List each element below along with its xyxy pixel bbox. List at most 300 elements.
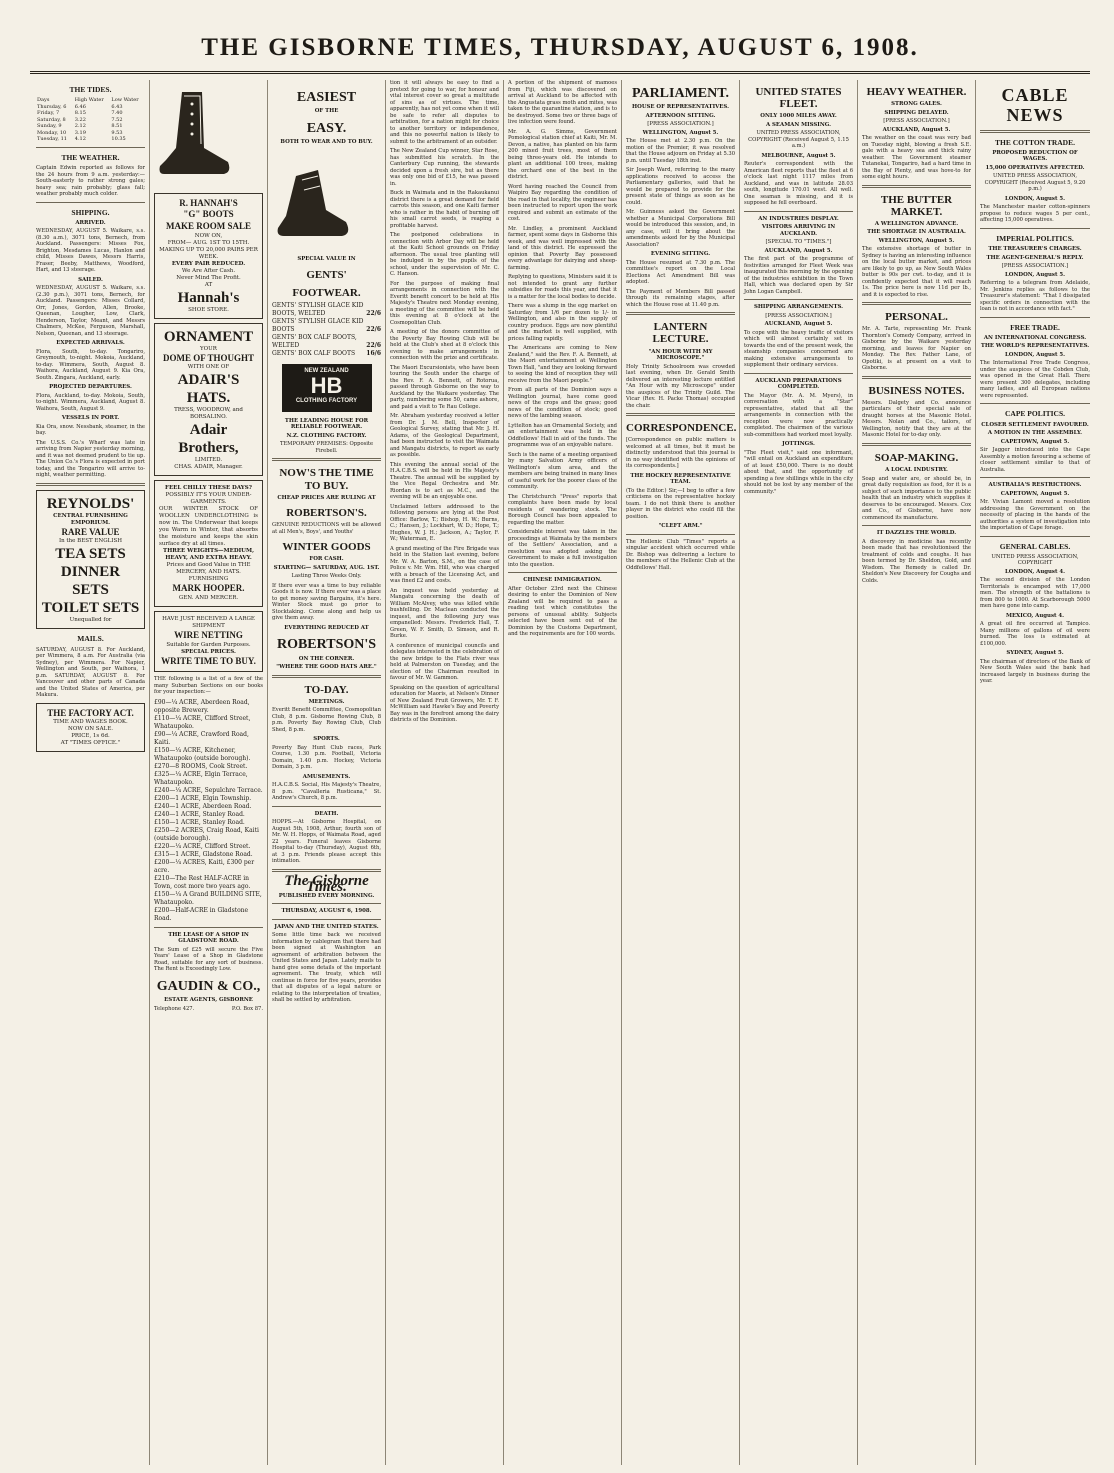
adair-advert [154,323,263,477]
article-text: Mr. Lindley, a prominent Auckland farmer, spent some days in Gisborne this week, and was well impressed with the land of this district. He expressed the opinion that Poverty Bay possessed every advantage for dairying and sheep-farming. [508,225,617,271]
business-heading: BUSINESS NOTES. [868,384,965,397]
heavy-weather-date: AUCKLAND, August 5. [882,126,951,133]
divider [626,413,735,416]
parliament-heading: PARLIAMENT. [631,86,730,101]
article-text: Considerable interest was taken in the proceedings at Waimata by the members of the Settlers' Association, and a resolution was adopted asking the Government to make a full investigation into the question. [508,529,617,568]
footwear-price: 22/6 [366,341,381,349]
column-2 [150,80,268,1465]
cape-date: CAPETOWN, August 5. [1000,438,1070,445]
leading-house: THE LEADING HOUSE FOR RELIABLE FOOTWEAR. [284,417,369,431]
article-text: Mr. Abraham yesterday received a letter from Dr. J. M. Bell, Inspector of Geological Survey, stating that Mr. J. H. Adams, of the Geological Department, had been instructed to visit the Waimata and Mangatu districts, to report as early as possible. [390,413,499,458]
footwear-price: 22/6 [366,325,381,333]
amusements-text: H.A.C.B.S. Social, His Majesty's Theatre, 8 p.m. "Cavalleria Rusticana," St. Andrew's Church, 8 p.m. [272,782,381,802]
newspaper-columns [32,80,1094,1465]
list-intro: THE following is a list of a few of the many Suburban Sections on our books for your inspection:— [154,676,263,696]
divider [154,927,263,928]
afternoon-sitting: AFTERNOON SITTING. [645,112,716,119]
jottings-text: "The Fleet visit," said one informant, "will entail on Auckland an expenditure of at least £50,000. There is no doubt about that, and the opportunity of spending a few shillings while in the city should not be lost by any member of the community." [744,449,853,495]
article-text: The Maori Excursionists, who have been touring the South under the charge of the Rev. F. A. Bennett, of Rotorua, passed through Gisborne on the way to Auckland by the Waikare yesterday. The party, numbering some 50, came ashore, and paid a visit to Te Rau College. [390,364,499,410]
industries-sub: VISITORS ARRIVING IN AUCKLAND. [761,224,836,237]
port-body: The U.S.S. Co.'s Wharf was late in arriving from Napier yesterday morning, and it was not deemed prudent to tie up. The Union Co.'s Flora is expected in port today, and the Tongariro will arrive to-night, weather permitting. [36,439,145,479]
property-item: £200—Half-ACRE in Gladstone Road. [154,906,249,922]
sailed-heading: SAILED. [78,276,103,283]
never-mind: Never Mind The Profit. [176,274,241,281]
hooper: MARK HOOPER. [172,583,245,594]
divider [626,312,735,315]
soap-sub: A LOCAL INDUSTRY. [885,467,948,474]
published-daily: PUBLISHED EVERY MORNING. [278,892,375,899]
property-item: £325—¼ ACRE, Elgin Terrace, Whataupoko. [154,770,248,786]
arrived-heading: ARRIVED. [75,219,106,226]
mexico-text: A great oil fire occurred at Tampico. Many millions of gallons of oil were burned. The loss is estimated at £100,000. [980,621,1090,647]
free-trade-sub: AN INTERNATIONAL CONGRESS. [983,334,1087,341]
footwear-price-item [272,302,381,318]
butter-sub: A WELLINGTON ADVANCE. [874,220,959,227]
cheap-prices: CHEAP PRICES ARE RULING AT [277,494,376,501]
mexico-date: MEXICO, August 4. [1005,612,1065,619]
making-up: MAKING UP TO 20,000 PAIRS PER WEEK. [159,246,258,260]
footwear-name: GENTS' STYLISH GLACE KID BOOTS, WELTED [272,301,364,317]
lantern-heading: LANTERN LECTURE. [652,321,709,346]
butter-text: The extensive shortage of butter in Sydney is having an interesting influence on the local butter market, and prices are likely to go up, as New South Wales butter is 90s per cwt. to-day, and it is confidently expected that it will reach 1s. The price here is now 11d per lb., and it is expected to rise. [862,246,971,298]
hannah-g-boots: "G" BOOTS [183,209,234,220]
tides-cell: Saturday, 8 [37,116,66,123]
shipping-press: [PRESS ASSOCIATION.] [765,312,832,319]
cotton-heading: THE COTTON TRADE. [995,137,1075,147]
cable-news-heading: CABLE NEWS [1001,85,1069,125]
footwear-name: GENTS' STYLISH GLACE KID BOOTS [272,317,364,333]
on-the-corner: ON THE CORNER. [298,655,355,662]
property-item: £315—1 ACRE, Gladstone Road. [154,850,253,858]
chinese-heading: CHINESE IMMIGRATION. [523,577,602,583]
property-item: £210—The Rest HALF-ACRE in Town, cost more two years ago. [154,874,251,890]
free-trade-sub2: THE WORLD'S REPRESENTATIVES. [980,343,1090,350]
article-text: Sir Joseph Ward, referring to the many applications received to access the Parliamentary galleries, said that he would be prepared to provide for the present state of things as soon as he could. [626,167,735,206]
hannah-advert [154,193,263,319]
of-the: OF THE [314,108,339,115]
furnishing: FURNISHING [188,576,229,583]
divider [272,869,381,872]
tides-header-cell: Low Water [111,97,139,104]
expected-text: Flora, South, to-day. Tongariro, Greymouth, to-night. Mokoia, Auckland, to-day. Wimmera, South, August 8. Waihora, Auckland, August 9. Kia Ora, South. Zingara, Auckland, early. [36,348,145,381]
hockey-heading: THE HOCKEY REPRESENTATIVE TEAM. [630,472,731,486]
divider [862,185,971,188]
article-text: Replying to questions, Ministers said it is not intended to grant any further subsidies for roads this year, and that it is a matter for the local bodies to decide. [508,274,617,300]
divider [744,211,853,212]
special-value: SPECIAL VALUE IN [297,256,356,263]
tides-cell: 8.15 [74,110,86,117]
lasting: Lasting Three Weeks Only. [291,573,362,580]
your: YOUR [200,345,217,352]
divider [980,228,1090,229]
tides-cell: 3.19 [74,129,86,136]
tea-sets: TEA SETS [55,546,126,563]
sports-text: Poverty Bay Hunt Club races, Park Course, 1.30 p.m. Football, Victoria Domain, 1.40 p.m. Hockey, Victoria Domain, 3 p.m. [272,744,381,771]
property-item: £150—1 ACRE, Stanley Road. [154,818,245,826]
tides-header-cell: Days [37,97,50,104]
editorial-date: THURSDAY, AUGUST 6, 1908. [281,908,372,915]
heavy-weather-text: The weather on the coast was very bad on Tuesday night, blowing a fresh S.E. gale with a heavy sea and thick rainy weather. The Government steamer Tutanekai, Tongariro, had a hard time in the Bay of Plenty, and was hove-to for some eight hours. [862,135,971,181]
general-date: LONDON, August 4. [1005,568,1065,575]
industries-date: AUCKLAND, August 5. [764,247,833,254]
dazzles-heading: IT DAZZLES THE WORLD. [876,530,957,537]
restrictions-heading: AUSTRALIA'S RESTRICTIONS. [988,482,1082,489]
fleet-text: Reuter's correspondent with the American fleet reports that the fleet at 6 o'clock last night 1117 miles from Auckland, and was in latitude 28.03 south, longitude 170.01 west. All well. One seaman is missing, and it is supposed he fell overboard. [744,161,853,207]
article-text: A meeting of the donors committee of the Poverty Bay Rowing Club will be held at the Club's shed at 8 o'clock this evening to make arrangements in connection with the prize and certificate. [390,329,499,361]
tides-cell: 8.51 [111,123,123,130]
projected-heading: PROJECTED DEPARTURES. [49,384,132,391]
article-text: There was a slump in the egg market on Saturday from 1/6 per dozen to 1/- in Wellington, and also in the supply of country produce. Eggs are now plentiful and the market is well supplied, with prices falling rapidly. [508,303,617,342]
reynolds-title: REYNOLDS' [46,495,135,512]
column-7 [740,80,858,1465]
divider [980,317,1090,318]
special-prices: SPECIAL PRICES. [181,648,236,655]
robertsons: ROBERTSON'S. [286,507,367,520]
article-text: The Payment of Members Bill passed through its remaining stages, after which the House rose at 11.40 p.m. [626,288,735,308]
meetings-text: Everitt Benefit Committee, Cosmopolitan Club, 8 p.m. Gisborne Rowing Club, 8 p.m. Poverty Bay Rowing Club, Club Shed, 8 p.m. [272,707,381,733]
suitable: Suitable for Garden Purposes. [166,641,251,648]
divider [36,483,145,486]
property-item: £240—¼ ACRE, Sepulchre Terrace. [154,786,263,794]
weights: THREE WEIGHTS—MEDIUM, HEAVY, AND EXTRA HEAVY. [163,548,254,562]
tides-cell: 6.43 [111,103,123,110]
property-item: £150—¼ A Grand BUILDING SITE, Whataupoko. [154,890,262,906]
robertsons-body: If there ever was a time to buy reliable Goods it is now. If there ever was a place to get money saving Bargains, it's here. Winter Stock must go prior to Stocktaking. Come along and help us give them away. [272,582,381,622]
are-after-cash: We Are After Cash. [181,267,236,274]
port-heading: VESSELS IN PORT. [61,415,120,422]
have-just: HAVE JUST RECEIVED A LARGE SHIPMENT [162,615,255,629]
fleet-date: MELBOURNE, August 5. [761,152,836,159]
divider [862,525,971,526]
with-one-of: WITH ONE OF [187,364,230,371]
factory-act: THE FACTORY ACT. [47,707,134,718]
sydney-date: SYDNEY, August 5. [1006,650,1064,657]
heavy-weather-heading: HEAVY WEATHER. [866,86,967,98]
property-item: £240—1 ACRE, Aberdeen Road. [154,802,252,810]
imperial-sub2: THE AGENT-GENERAL'S REPLY. [986,254,1084,261]
cape-heading: CAPE POLITICS. [1004,409,1065,419]
dazzles-text: A discovery in medicine has recently been made that has revolutionised the treatment of colds and coughs. It has been termed by Dr. Sheldon, Gold, and Wisdom. The Remedy is called Dr. Sheldon's New Discovery for Coughs and Colds. [862,538,971,584]
nows-the-time: NOW'S THE TIME TO BUY. [279,467,374,492]
article-text: The New Zealand Cup winner, Star Rose, has submitted his scratch. In the Canterbury Cup running, the stewards decided upon a fresh sire, but as there was only one bid of £15, he was passed in. [390,148,499,187]
adair-brothers: Adair Brothers, [178,422,239,457]
article-text: tion it will always be easy to find a pretext for going to war, for honour and vital interest cover so great a multitude of sins as of virtues. The time, apparently, has not yet come when it will be safe to refer all disputes to arbitration, for a nation might for choice to another territory or independence, and this no powerful nation is likely to submit to the arbitrament of an outsider. [390,80,499,145]
easiest: EASIEST [296,90,357,105]
divider [36,202,145,203]
free-trade-text: The International Free Trade Congress, under the auspices of the Cobden Club, was opened in the Great Hall. There were present 300 delegates, including many ladies, and all European nations were represented. [980,360,1090,399]
divider [272,675,381,678]
imperial-sub: THE TREASURER'S CHARGES. [988,246,1082,253]
divider [272,919,381,920]
hats: HATS. [186,390,231,407]
hannah-title: R. HANNAH'S [179,197,238,208]
for-cash: FOR CASH. [309,556,344,563]
starting: STARTING— SATURDAY, AUG. 1ST. [273,564,380,571]
sailed-text: WEDNESDAY, AUGUST 5. Waikare, s.s. (2.30 p.m.), 3071 tons, Bernech, for Auckland. Passengers: Misses Collard, Orr, Jones, Gordon, Allen, Brooke, Queenan, Lougher, Low, Clark, Henderson, Taylor, Meant, and Messrs Chalmers, McKee, Ferguson, Marshall, Nelson, Queenan, and 13 steerage. [36,285,145,337]
prices-quality: Prices and Good Value in THE MERCERY, AND HATS. [166,562,251,576]
where-good-hats: "WHERE THE GOOD HATS ARE." [276,664,377,671]
industries-text: The first part of the programme of festivities arranged for Fleet Week was inaugurated this morning by the opening of the industries exhibition in the Town Hall, which was declared open by Sir John Logan Campbell. [744,256,853,295]
divider [980,130,1090,133]
tides-cell: 2.12 [74,123,86,130]
tides-cell: Friday, 7 [37,110,60,117]
divider [508,572,617,573]
everything-reduced: EVERYTHING REDUCED AT [284,624,369,631]
tides-row [36,136,145,143]
gaudin-co: GAUDIN & CO., [156,978,261,994]
write-time: WRITE TIME TO BUY. [161,655,256,666]
free-trade-heading: FREE TRADE. [1010,322,1060,332]
fleet-sub2: A SEAMAN MISSING. [765,121,832,128]
tides-header-cell: High Water [74,97,104,104]
column-4 [386,80,504,1465]
hannahs: Hannah's [177,289,240,306]
tides-cell: Thursday, 6 [37,103,67,110]
winter-goods: WINTER GOODS [282,541,371,554]
article-text: Mr. Guinness asked the Government whether a Municipal Corporations Bill would be introduced this session, and, in any case, will it bring about the amendments asked for by the Municipal Association? [626,209,735,248]
chilly-sub: POSSIBLY IT'S YOUR UNDER-GARMENTS. [165,492,252,506]
chilly-advert [154,480,263,607]
divider [272,903,381,904]
preparations-text: The Mayor (Mr. A. M. Myers), in conversation with a "Star" representative, stated that all the arrangements in connection with the reception were now practically completed. The chairmen of the various sub-committees had worked most loyally. [744,392,853,438]
divider [862,443,971,446]
article-text: Word having reached the Council from Waipiro Bay regarding the condition of the road in that locality, the engineer has been instructed to report upon the work required and submit an estimate of the cost. [508,183,617,222]
factory-act-advert [36,703,145,753]
article-text: An inquest was held yesterday at Mangatu concerning the death of William McAlvey, who was killed while bushfelling. Dr. Maclean conducted the inquest, and the following jury was empanelled: Messrs. Frederick Hall, T. Green, W. F. Smith, D. Simson, and R. Burke. [390,587,499,639]
hb-logo [282,364,372,412]
property-item: £90—¼ ACRE, Aberdeen Road, opposite Brewery. [154,698,250,714]
genuine: GENUINE REDUCTIONS will be allowed at all Men's, Boys', and Youths' [272,522,381,535]
article-text: The House resumed at 7.30 p.m. The committee's report on the Local Elections Act Amendment Bill was adopted. [626,259,735,286]
column-3 [268,80,386,1465]
personal-text: Mr. A. Tarte, representing Mr. Frank Thornton's Comedy Company, arrived in Gisborne by the Waikare yesterday morning, and leaves for Napier on Monday. The Rev. Father Lane, of Opotiki, is at present on a visit to Gisborne. [862,326,971,372]
article-text: The postponed celebrations in connection with Arbor Day will be held at the Kaiti School grounds on Friday afternoon. The usual tree planting will be indulged in by the pupils of the school, under the supervision of Mr. C. C. Hanson. [390,232,499,277]
sydney-text: The chairman of directors of the Bank of New South Wales said the bank had increased largely in business during the year. [980,658,1090,685]
japan-heading: JAPAN AND THE UNITED STATES. [274,923,379,930]
dome-of-thought: DOME OF THOUGHT [162,352,254,363]
cotton-sub2: 15,000 OPERATIVES AFFECTED. [985,164,1085,171]
heavy-weather-sub: STRONG GALES. [891,101,942,108]
divider [862,376,971,379]
column-9 [976,80,1094,1465]
hooper-sub: GEN. AND MERCER. [178,594,239,601]
article-text: Mr. A. G. Simms, Government Pomological station chief at Kaiti, Mr. M. Devon, a native, has planted on his farm 200 mixed fruit trees, most of them being three-years old. He intends to plant an additional 100 trees, making the orchard one of the best in the district. [508,128,617,180]
shipping-date: AUCKLAND, August 5. [764,321,833,328]
lease-text: The Sum of £25 will secure the Five Years' Lease of a Shop in Gladstone Road, suitable for any sort of business. The Rent is Exceedingly Low. [154,946,263,973]
butter-date: WELLINGTON, August 5. [878,237,955,244]
ornament: ORNAMENT [163,328,254,345]
imperial-text: Referring to a telegram from Adelaide, Mr. Jenkins replies as follows to the Treasurer's statement: "That I dissipated specific orders in connection with the loan is not in accordance with fact." [980,280,1090,313]
divider [744,299,853,300]
article-text: A portion of the shipment of mamoes from Fiji, which was discovered on arrival at Auckland to be affected with the Angustata grass moth and mites, was taken to the quarantine station, and is to be destroyed. Some two or three bags of live infection were found. [508,80,617,125]
divider [36,147,145,148]
tides-cell: Monday, 10 [37,129,67,136]
shipping-heading: SHIPPING. [71,207,110,217]
article-text: This evening the annual social of the H.A.C.B.S. will be held in His Majesty's Theatre. The annual will be supplied by the Vice Regal Orchestra and Mr. Riordan is to act as M.C., and the evening will be an enjoyable one. [390,461,499,500]
soap-text: Soap and water are, or should be, in great daily requisition as food, for it is a subject of such importance to the public health that an industry which supplies it deserves to be encouraged. Messrs. Cox and Co., of Gisborne, have now commenced its manufacture. [862,475,971,521]
soap-heading: SOAP-MAKING. [874,451,959,464]
times-office: AT "TIMES OFFICE." [60,740,121,747]
cotton-press: UNITED PRESS ASSOCIATION, COPYRIGHT (Received August 5, 9.20 p.m.) [984,173,1086,193]
imperial-heading: IMPERIAL POLITICS. [996,233,1074,243]
hockey-text: (To the Editor.) Sir,—I beg to offer a few criticisms on the representative hockey team. I do not think there is another player in the district who could fill the position. [626,487,735,520]
divider [980,477,1090,478]
butter-heading: THE BUTTER MARKET. [880,193,953,218]
article-text: For the purpose of making final arrangements in connection with the Everitt benefit concert to be held at His Majesty's Theatre next Monday evening, a meeting of the committee will be held this evening at 8 o'clock at the Cosmopolitan Club. [390,280,499,326]
article-text: The Americans are coming to New Zealand," said the Rev. F. A. Bennett, at the Maori entertainment at Wellington Town Hall, "and they are looking forward to seeing the kind of reception they will receive from the Maori people." [508,345,617,384]
free-trade-date: LONDON, August 5. [1005,351,1065,358]
footwear-name: GENTS' BOX CALF BOOTS, WELTED [272,333,357,349]
footwear-price: 22/6 [366,309,381,317]
divider [862,302,971,305]
estate-agents: ESTATE AGENTS, GISBORNE [164,997,253,1004]
fleet-heading: UNITED STATES FLEET. [755,86,842,111]
dinner-sets: DINNER SETS [60,564,121,599]
footwear-price-item [272,350,381,358]
dateline: WELLINGTON, August 5. [642,129,719,136]
toilet-sets: TOILET SETS [41,600,140,617]
industries-heading: AN INDUSTRIES DISPLAY. [758,215,839,222]
chilly-text: OUR WINTER STOCK OF WOOLLEN UNDERCLOTHING is now in. The Underwear that keeps you Warm in Winter, that absorbs the moisture and keeps the skin surface dry at all times. [159,506,258,548]
unequalled: Unequalled for [69,617,112,624]
article-text: Unclaimed letters addressed to the following persons are lying at the Post Office: Barlow, T.; Bishop, H. W.; Burns, C.; Hansen, J.; Lockhart, W. D.; Hope, T.; Hughes, W. J. H.; Jackson, A.; Taylor, F. W.; Waterman, E. [390,503,499,542]
meetings-heading: MEETINGS. [308,698,345,705]
property-item: £270—8 ROOMS, Cook Street. [154,762,248,770]
weather-heading: THE WEATHER. [61,152,120,162]
footwear-name: GENTS' BOX CALF BOOTS [272,349,356,357]
hb-logo-bottom: CLOTHING FACTORY [295,398,358,405]
cotton-sub: PROPOSED REDUCTION OF WAGES. [992,149,1078,163]
column-1 [32,80,150,1465]
footwear: FOOTWEAR. [292,286,361,299]
make-room-sale: MAKE ROOM SALE [165,220,251,231]
cotton-text: The Manchester master cotton-spinners propose to reduce wages 5 per cent., affecting 15,000 operatives. [980,204,1090,224]
divider [272,806,381,807]
general-heading: GENERAL CABLES. [999,541,1071,551]
tides-cell: Tuesday, 11 [37,136,67,143]
heavy-weather-press: [PRESS ASSOCIATION.] [883,118,950,125]
correspondence-heading: CORRESPONDENCE. [626,422,737,435]
expected-heading: EXPECTED ARRIVALS. [56,340,125,347]
footwear-price-list [272,302,381,358]
cape-sub2: A MOTION IN THE ASSEMBLY. [987,430,1083,437]
rare-value-sub: In the BEST ENGLISH [58,538,123,545]
divider [626,534,735,535]
price: PRICE, 1s 6d. [71,733,110,740]
article-text: Lyttelton has an Ornamental Society, and an entertainment was held in the Oddfellows' Hall in aid of the funds. The programme was of an enjoyable nature. [508,422,617,448]
sports-heading: SPORTS. [313,736,340,743]
column-6 [622,80,740,1465]
every-pair: EVERY PAIR REDUCED. [171,260,246,267]
today-heading: TO-DAY. [304,683,349,696]
adairs: ADAIR'S [177,372,240,389]
article-text: The Christchurch "Press" reports that complaints have been made by local residents of wandering stock. The Borough Council has been appealed to regarding the matter. [508,493,617,526]
both-wear-buy: BOTH TO WEAR AND TO BUY. [280,139,373,146]
from-dates: FROM— AUG. 1ST TO 15TH. [167,239,250,246]
wire-netting: WIRE NETTING [174,629,243,640]
tides-table [36,97,145,143]
jottings-heading: JOTTINGS. [782,441,815,448]
article-text: From all parts of the Dominion says a Wellington journal, have come good news of the crops and the grass; good news of the condition of stock; good news of the lambing season. [508,387,617,419]
hb-logo-top: NEW ZEALAND [304,367,349,374]
correspondence-note: [Correspondence on public matters is welcomed at all times, but it must be distinctly understood that this journal is in no way identified with the opinions of its correspondents.] [626,437,735,470]
shoe-store: SHOE STORE. [188,306,229,313]
reynolds-advert [36,490,145,630]
amusements-heading: AMUSEMENTS. [302,773,351,780]
wire-netting-advert [154,611,263,672]
reynolds-subtitle: CENTRAL FURNISHING EMPORIUM. [53,512,128,526]
article-text: Speaking on the question of agricultural education for Maoris, at Nelson's Dinner of New Zealand Fruit Growers, Mr. T. F. McWilliam said Hawke's Bay and Poverty Bay was in the forefront among the dairy districts of the Dominion. [390,684,499,723]
time-wages: TIME AND WAGES BOOK. [53,719,128,726]
arrived-text: WEDNESDAY, AUGUST 5. Waikare, s.s. (8.30 a.m.), 3071 tons, Bernech, from Auckland. Passengers: Misses Fox, Brighton, Mesdames Lucas, Hanlon and child, Misses Dawes, Messrs Harris, Fraser, Beeby, Matthews, Woodford, Hart, and 13 steerage. [36,228,145,274]
tides-cell: 3.22 [74,116,86,123]
preparations-heading: AUCKLAND PREPARATIONS COMPLETED. [755,377,842,391]
projected-text: Flora, Auckland, to-day. Mokoia, South, to-night. Wimmera, Auckland, August 8. Waihora, South, August 9. [36,392,145,412]
divider [744,373,853,374]
butter-sub2: THE SHORTAGE IN AUSTRALIA. [867,229,966,236]
general-text: The second division of the London Territorials is encamped with 17,000 men. The strength of the battalions is from 800 to 1000. At Scarborough 5000 men have gone into camp. [980,577,1090,610]
fleet-press: UNITED PRESS ASSOCIATION, COPYRIGHT (Received August 5, 1.15 a.m.) [748,130,849,150]
weather-text: Captain Edwin reported as follows for the 24 hours from 9 a.m. yesterday:— South-easterly to rather strong gales; heavy sea; rain probably; glass fall; weather probably much colder. [36,165,145,197]
japan-text: Some little time back we received information by cablegram that there had been signed at Washington an agreement of arbitration between the United States and Japan. Lately mails to hand give some details of the important agreement. The treaty, which will continue in force for five years, provides that all disputes of a legal nature or relating to the interpretation of treaties, shall be settled by arbitration. [272,932,381,1004]
property-item: £110—¼ ACRE, Clifford Street, Whataupoko. [154,714,251,730]
telephone: Telephone 427. [154,1005,195,1012]
property-item: £250—2 ACRES, Craig Road, Kaiti (outside borough). [154,826,259,842]
tides-cell: 9.53 [111,129,123,136]
cotton-date: LONDON, August 5. [1005,195,1065,202]
robertsons-big: ROBERTSON'S [276,637,377,653]
footwear-price-item [272,318,381,334]
port-text: Kia Ora, snow. Nessbank, steamer, in the bay. [36,423,145,437]
footwear-price: 16/6 [366,349,381,357]
property-item: £240—1 ACRE, Stanley Road. [154,810,245,818]
chinese-text: After October 23rd next the Chinese desiring to enter the Dominion of New Zealand will be required to pass a reading test which constitutes the persons of unusual ability. Subjects selected have been sent out of the Dominion by the Customs Department, and the requirements are for 100 words. [508,585,617,637]
chilly-title: FEEL CHILLY THESE DAYS? [165,485,252,492]
cape-sub: CLOSER SETTLEMENT FAVOURED. [981,421,1089,428]
parliament-sub: HOUSE OF REPRESENTATIVES. [632,104,729,111]
property-item: £220—¼ ACRE, Clifford Street. [154,842,251,850]
signature: "CLEFT ARM." [658,523,703,530]
manager: CHAS. ADAIR, Manager. [174,464,243,471]
personal-heading: PERSONAL. [885,311,948,324]
evening-sitting: EVENING SITTING. [650,251,711,258]
contact-line [154,1006,263,1013]
special-to-times: [SPECIAL TO "TIMES."] [765,239,832,246]
divider [980,536,1090,537]
article-text: Such is the name of a meeting organised by many Salvation Army officers of Wellington's slum area, and the members are being trained in many lines of useful work for the poorer class of the community. [508,451,617,490]
article-text: A conference of municipal councils and delegates interested in the celebration of the new bridge to the Flats river was held at Palmerston on Tuesday, and the election of the Chairman resulted in favour of Mr. W. Gammon. [390,642,499,681]
tides-cell: Sunday, 9 [37,123,62,130]
article-text: Buck in Waimata and in the Rakaukanui district there is a great demand for field carrots this season, and one Kaiti farmer who is rather in the habit of burning off his small carrot seeds, is reaping a profitable harvest. [390,190,499,229]
lease-heading: THE LEASE OF A SHOP IN GLADSTONE ROAD. [168,931,249,945]
divider [272,458,381,461]
limited: LIMITED. [194,457,223,464]
article-text: The House met at 2.30 p.m. On the motion of the Premier, it was resolved that the House adjourn on Friday at 5.30 p.m. until Tuesday 18th inst. [626,138,735,164]
property-item: £200—¼ ACRES, Kaiti, £300 per acre. [154,858,255,874]
divider [980,403,1090,404]
article-text: The Hellenic Club "Times" reports a singular accident which occurred while Dr. Bishop was delivering a lecture to the members of the Hellenic Club at the Oddfellows' Hall. [626,538,735,571]
imperial-press: [PRESS ASSOCIATION.] [1001,263,1069,270]
rare-value: RARE VALUE [61,526,120,537]
boot-illustration-icon [154,88,234,178]
gisborne-times-logo: The Gisborne Times. [284,872,369,896]
lantern-text: Holy Trinity Schoolroom was crowded last evening, when Dr. Gerald Smith delivered an interesting lecture entitled "An Hour with my Microscope" under the auspices of the Trinity Guild. The Vicar (Rev. H. Packe Thomas) occupied the chair. [626,363,735,409]
at-label: AT [204,281,213,288]
tides-cell: 6.46 [74,103,86,110]
tress-woodrow: TRESS, WOODROW, and BORSALINO. [174,407,243,421]
property-item: £150—¼ ACRE, Kitchener, Whataupoko (outside borough). [154,746,251,762]
now-on: NOW ON, [194,232,223,239]
